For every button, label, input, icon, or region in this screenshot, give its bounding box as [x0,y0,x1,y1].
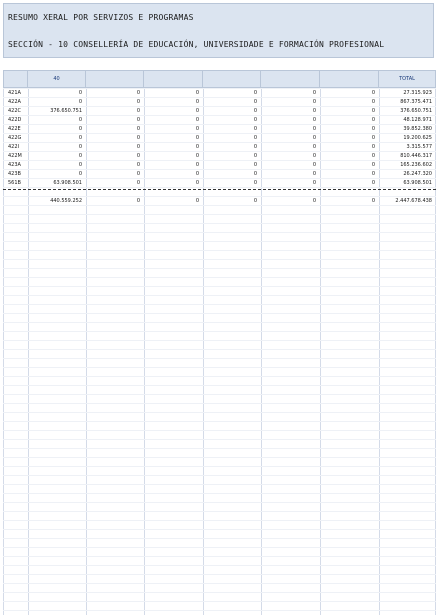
table-cell: 0 [253,171,257,177]
table-cell: 0 [136,99,140,105]
row-divider [3,394,436,395]
table-cell: 0 [312,180,316,186]
table-cell: 0 [136,153,140,159]
table-cell: 0 [195,135,199,141]
row-divider [3,439,436,440]
table-cell: 0 [136,198,140,204]
column-header [144,70,203,88]
table-cell: 0 [312,99,316,105]
table-cell: 0 [136,117,140,123]
row-divider [3,385,436,386]
row-divider [3,529,436,530]
program-code: 561B [8,180,21,186]
row-divider [3,286,436,287]
table-cell: 0 [253,198,257,204]
table-cell: 0 [253,153,257,159]
table-cell: 0 [312,126,316,132]
table-cell: 63.908.501 [53,180,82,186]
table-cell: 0 [253,144,257,150]
table-row [3,124,436,133]
table-cell: 0 [371,135,375,141]
table-cell: 440.559.252 [50,198,82,204]
row-divider [3,520,436,521]
row-divider [3,556,436,557]
column-header: TOTAL [379,70,436,88]
table-cell: 376.650.751 [50,108,82,114]
column-header [3,70,28,88]
row-divider [3,277,436,278]
table-cell: 0 [78,162,82,168]
row-divider [3,223,436,224]
row-divider [3,304,436,305]
row-divider [3,349,436,350]
report-header [3,3,434,58]
program-code: 421A [8,90,21,96]
table-cell: 0 [253,180,257,186]
table-cell: 165.236.602 [400,162,432,168]
row-divider [3,295,436,296]
table-cell: 0 [78,153,82,159]
program-code: 422E [8,126,21,132]
report-title: RESUMO XERAL POR SERVIZOS E PROGRAMAS [8,13,194,22]
table-cell: 0 [312,153,316,159]
row-divider [3,583,436,584]
table-cell: 0 [136,162,140,168]
row-divider [3,322,436,323]
row-divider [3,493,436,494]
table-cell: 0 [195,90,199,96]
row-divider [3,601,436,602]
table-cell: 0 [78,90,82,96]
program-code: 423B [8,171,21,177]
row-divider [3,241,436,242]
row-divider [3,484,436,485]
row-divider [3,313,436,314]
table-cell: 0 [78,126,82,132]
table-cell: 0 [371,171,375,177]
table-cell: 376.650.751 [400,108,432,114]
table-cell: 0 [371,144,375,150]
table-cell: 0 [253,90,257,96]
table-cell: 27.315.923 [403,90,432,96]
program-code: 422A [8,99,21,105]
table-cell: 0 [371,162,375,168]
row-divider [3,331,436,332]
row-divider [3,358,436,359]
table-cell: 0 [136,90,140,96]
table-row [3,115,436,124]
table-cell: 0 [195,162,199,168]
table-cell: 0 [371,117,375,123]
row-divider [3,502,436,503]
table-cell: 0 [78,99,82,105]
summary-table [3,70,436,615]
table-cell: 0 [371,198,375,204]
table-cell: 0 [195,153,199,159]
column-header [320,70,379,88]
row-divider [3,475,436,476]
table-cell: 0 [312,144,316,150]
column-header [86,70,144,88]
table-row [3,106,436,115]
table-cell: 0 [371,153,375,159]
row-divider [3,547,436,548]
table-cell: 63.908.501 [403,180,432,186]
row-divider [3,574,436,575]
table-cell: 0 [371,108,375,114]
table-cell: 0 [253,162,257,168]
table-row [3,88,436,97]
row-divider [3,250,436,251]
table-cell: 0 [253,135,257,141]
table-row [3,97,436,106]
section-title: SECCIÓN - 10 CONSELLERÍA DE EDUCACIÓN, UNIVERSIDADE E FORMACIÓN PROFESIONAL [8,40,385,49]
row-divider [3,466,436,467]
column-header [203,70,261,88]
table-cell: 0 [312,162,316,168]
table-cell: 0 [371,180,375,186]
table-cell: 0 [136,180,140,186]
row-divider [3,214,436,215]
table-cell: 0 [195,126,199,132]
table-cell: 0 [136,126,140,132]
column-header: 40 [28,70,86,88]
row-divider [3,412,436,413]
table-row [3,178,436,187]
table-cell: 19.200.625 [403,135,432,141]
row-divider [3,610,436,611]
row-divider [3,430,436,431]
row-divider [3,565,436,566]
table-cell: 0 [312,90,316,96]
row-divider [3,340,436,341]
table-cell: 0 [195,180,199,186]
table-cell: 0 [371,99,375,105]
row-divider [3,187,436,188]
program-code: 422I [8,144,20,150]
table-cell: 0 [195,108,199,114]
table-cell: 0 [78,117,82,123]
row-divider [3,376,436,377]
table-cell: 0 [136,108,140,114]
table-cell: 0 [253,117,257,123]
table-cell: 0 [195,99,199,105]
row-divider [3,268,436,269]
table-row [3,133,436,142]
row-divider [3,367,436,368]
table-cell: 3.315.577 [406,144,432,150]
row-divider [3,511,436,512]
table-cell: 0 [371,126,375,132]
table-cell: 0 [253,108,257,114]
row-divider [3,592,436,593]
table-cell: 867.375.471 [400,99,432,105]
table-cell: 0 [195,198,199,204]
table-cell: 0 [312,171,316,177]
row-divider [3,259,436,260]
program-code: 422M [8,153,22,159]
table-cell: 0 [78,144,82,150]
table-cell: 0 [136,135,140,141]
total-row [3,196,436,205]
row-divider [3,448,436,449]
total-separator [3,189,436,190]
table-cell: 0 [312,198,316,204]
row-divider [3,232,436,233]
row-divider [3,205,436,206]
table-cell: 0 [136,171,140,177]
table-cell: 0 [253,126,257,132]
row-divider [3,403,436,404]
table-cell: 0 [253,99,257,105]
table-row [3,169,436,178]
table-cell: 810.446.317 [400,153,432,159]
table-cell: 0 [136,144,140,150]
table-row [3,151,436,160]
table-cell: 0 [78,135,82,141]
program-code: 422C [8,108,22,114]
table-cell: 0 [195,117,199,123]
table-row [3,160,436,169]
table-cell: 0 [312,117,316,123]
table-cell: 0 [312,108,316,114]
program-code: 423A [8,162,21,168]
program-code: 422D [8,117,22,123]
row-divider [3,457,436,458]
table-row [3,142,436,151]
table-cell: 0 [371,90,375,96]
table-cell: 2.447.678.438 [395,198,432,204]
table-cell: 48.128.971 [403,117,432,123]
table-cell: 0 [195,171,199,177]
row-divider [3,538,436,539]
program-code: 422G [8,135,22,141]
column-header [261,70,320,88]
table-cell: 0 [312,135,316,141]
table-cell: 0 [195,144,199,150]
row-divider [3,421,436,422]
table-cell: 26.247.320 [403,171,432,177]
table-cell: 39.852.380 [403,126,432,132]
table-cell: 0 [78,171,82,177]
